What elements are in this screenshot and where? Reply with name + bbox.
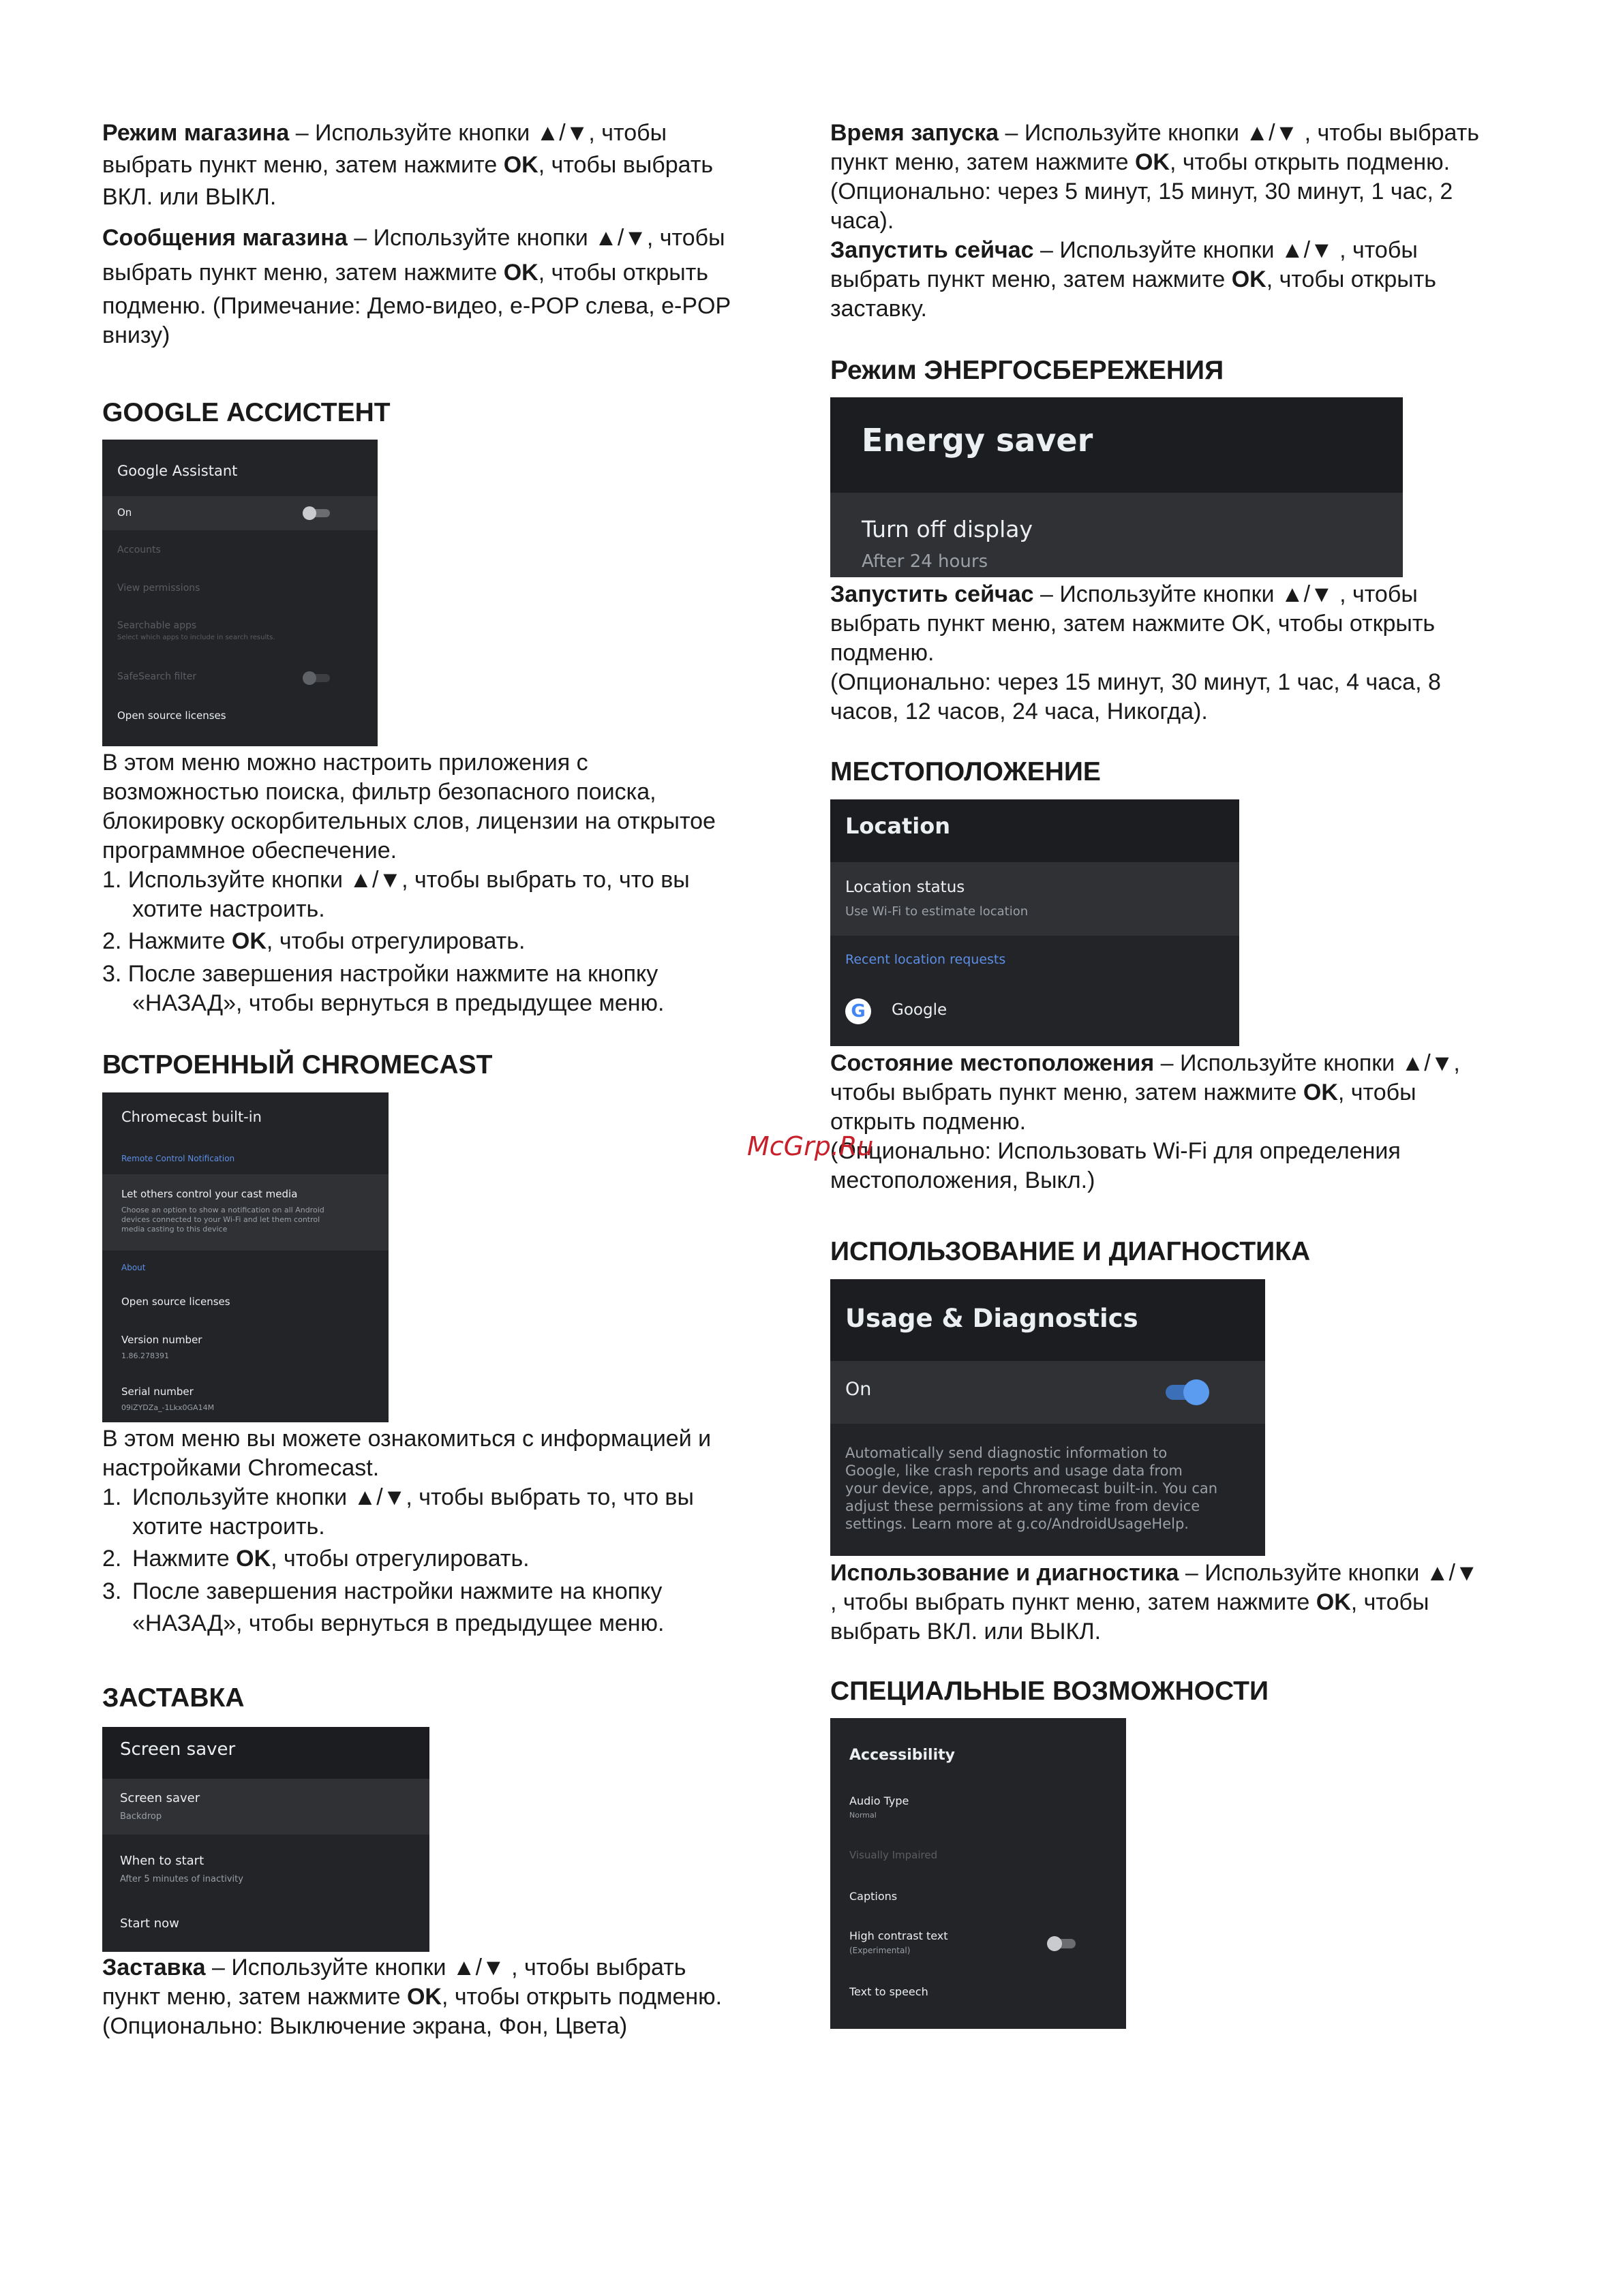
text: пункт меню, затем нажмите — [830, 149, 1135, 175]
section-heading-screensaver: ЗАСТАВКА — [102, 1683, 245, 1713]
screen-title: Energy saver — [862, 422, 1093, 459]
text: выбрать пункт меню, затем нажмите OK, чтобы открыть — [830, 611, 1436, 637]
text: выбрать пункт меню, затем нажмите — [102, 152, 504, 178]
menu-item: Start now — [120, 1916, 179, 1931]
launch-time-title: Время запуска — [830, 120, 999, 146]
text: подменю. — [830, 640, 935, 666]
accessibility-screenshot — [830, 1718, 1126, 2029]
usage-diagnostics-description — [830, 1559, 1539, 1647]
text: – Используйте кнопки ▲/▼ , чтобы выбрать — [999, 120, 1480, 146]
menu-item: Open source licenses — [121, 1296, 230, 1308]
screen-title: Chromecast built-in — [121, 1109, 262, 1125]
text: – Используйте кнопки ▲/▼, — [1154, 1050, 1460, 1076]
screen-title: Location — [845, 813, 950, 839]
section-heading-chromecast: ВСТРОЕННЫЙ CHROMECAST — [102, 1050, 493, 1080]
ok-key: OK — [1134, 149, 1170, 175]
menu-item: Screen saver — [120, 1791, 200, 1805]
step-text: , чтобы отрегулировать. — [271, 1546, 530, 1572]
text: ВКЛ. или ВЫКЛ. — [102, 184, 277, 210]
step-number: 3. — [102, 1578, 122, 1604]
start-now-title: Запустить сейчас — [830, 581, 1034, 607]
menu-item: Accounts — [117, 545, 161, 555]
ok-key: OK — [1316, 1589, 1351, 1615]
menu-item: Google — [892, 1001, 947, 1019]
text: – Используйте кнопки ▲/▼ , чтобы — [1033, 581, 1418, 607]
text: выбрать пункт меню, затем нажмите — [830, 266, 1232, 292]
menu-item: High contrast text — [849, 1929, 948, 1942]
text: , чтобы — [1350, 1589, 1429, 1615]
on-label: On — [845, 1379, 872, 1400]
text: часов, 12 часов, 24 часа, Никогда). — [830, 699, 1208, 724]
toggle-switch — [304, 509, 330, 517]
step-text: 2. Нажмите — [102, 928, 232, 954]
menu-item: SafeSearch filter — [117, 671, 197, 682]
step-text: Нажмите — [132, 1546, 237, 1572]
text: , чтобы открыть — [1266, 266, 1437, 292]
section-heading-google-assistant: GOOGLE АССИСТЕНТ — [102, 398, 391, 427]
toggle-switch — [304, 674, 330, 682]
screensaver-title: Заставка — [102, 1955, 206, 1980]
ok-key: OK — [236, 1546, 271, 1572]
text: блокировку оскорбительных слов, лицензии на открытое — [102, 808, 716, 834]
section-label: About — [121, 1263, 146, 1272]
text: пункт меню, затем нажмите — [102, 1984, 407, 2010]
screen-title: Screen saver — [120, 1739, 236, 1760]
store-messages-paragraph — [102, 224, 791, 350]
store-mode-title: Режим магазина — [102, 120, 290, 146]
menu-item: Location status — [845, 878, 965, 896]
step-text: 1. Используйте кнопки ▲/▼, чтобы выбрать то, что вы — [102, 867, 690, 893]
menu-item-sub: (Experimental) — [849, 1946, 911, 1955]
ok-key: OK — [1303, 1080, 1338, 1105]
text: , чтобы — [1337, 1080, 1416, 1105]
section-heading-accessibility: СПЕЦИАЛЬНЫЕ ВОЗМОЖНОСТИ — [830, 1677, 1269, 1706]
menu-item-sub: Select which apps to include in search results. — [117, 634, 275, 641]
ok-key: OK — [503, 260, 539, 286]
text: , чтобы открыть — [538, 260, 709, 286]
text: , чтобы открыть подменю. — [441, 1984, 723, 2010]
energy-saver-screenshot — [830, 397, 1403, 577]
highlight-row — [830, 862, 1239, 936]
text: заставку. — [830, 296, 927, 322]
watermark: McGrp.Ru — [747, 1131, 874, 1161]
text: выбрать ВКЛ. или ВЫКЛ. — [830, 1619, 1102, 1644]
step-text: хотите настроить. — [132, 896, 325, 922]
ok-key: OK — [503, 152, 539, 178]
screensaver-screenshot — [102, 1727, 429, 1952]
text: подменю. (Примечание: Демо-видео, е-POP слева, е-POP — [102, 293, 731, 319]
store-messages-title: Сообщения магазина — [102, 225, 348, 251]
text: – Используйте кнопки ▲/▼, чтобы — [347, 225, 725, 251]
text: (Опционально: через 5 минут, 15 минут, 30 минут, 1 час, 2 — [830, 179, 1453, 204]
text: местоположения, Выкл.) — [830, 1167, 1095, 1193]
start-now-paragraph — [830, 236, 1539, 324]
screen-title: Usage & Diagnostics — [845, 1304, 1138, 1333]
text: возможностью поиска, фильтр безопасного поиска, — [102, 779, 656, 805]
text: – Используйте кнопки ▲/▼ — [1179, 1560, 1478, 1586]
menu-item: Captions — [849, 1890, 898, 1903]
menu-item: Searchable apps — [117, 620, 197, 631]
step-text: 3. После завершения настройки нажмите на кнопку — [102, 961, 658, 987]
text: выбрать пункт меню, затем нажмите — [102, 260, 504, 286]
text: , чтобы открыть подменю. — [1169, 149, 1451, 175]
description-line: settings. Learn more at g.co/AndroidUsageHelp. — [845, 1516, 1189, 1532]
menu-item: Audio Type — [849, 1794, 909, 1807]
usage-diagnostics-title: Использование и диагностика — [830, 1560, 1179, 1586]
usage-diagnostics-screenshot — [830, 1279, 1265, 1556]
chromecast-description — [102, 1424, 791, 1638]
location-screenshot — [830, 799, 1239, 1046]
menu-item: View permissions — [117, 583, 200, 594]
text: В этом меню вы можете ознакомиться с информацией и — [102, 1426, 712, 1452]
ok-key: OK — [1231, 266, 1266, 292]
text: , чтобы выбрать пункт меню, затем нажмите — [830, 1589, 1316, 1615]
text: В этом меню можно настроить приложения с — [102, 750, 588, 776]
menu-item-sub: After 24 hours — [862, 551, 988, 572]
menu-item: Open source licenses — [117, 709, 226, 722]
screen-title: Google Assistant — [117, 463, 238, 479]
step-text: хотите настроить. — [132, 1514, 325, 1540]
text: (Опционально: Использовать Wi-Fi для определения — [830, 1138, 1401, 1164]
text: внизу) — [102, 322, 170, 348]
menu-item: Version number — [121, 1334, 202, 1346]
section-heading-usage-diagnostics: ИСПОЛЬЗОВАНИЕ И ДИАГНОСТИКА — [830, 1237, 1311, 1266]
toggle-switch-on — [1166, 1385, 1207, 1400]
text: , чтобы выбрать — [538, 152, 714, 178]
menu-item-sub: devices connected to your Wi-Fi and let them control — [121, 1215, 320, 1224]
text: – Используйте кнопки ▲/▼, чтобы — [289, 120, 667, 146]
menu-item-sub: Backdrop — [120, 1811, 162, 1822]
start-now-title: Запустить сейчас — [830, 237, 1034, 263]
text: программное обеспечение. — [102, 838, 397, 863]
screen-title: Accessibility — [849, 1747, 955, 1764]
menu-item: When to start — [120, 1854, 204, 1868]
chromecast-screenshot — [102, 1092, 389, 1422]
step-text: , чтобы отрегулировать. — [266, 928, 526, 954]
menu-item-sub: media casting to this device — [121, 1225, 228, 1234]
menu-item-sub: Choose an option to show a notification on all Android — [121, 1206, 324, 1214]
step-text: После завершения настройки нажмите на кнопку — [132, 1578, 663, 1604]
menu-item: Let others control your cast media — [121, 1188, 298, 1200]
text: настройками Chromecast. — [102, 1455, 380, 1481]
section-label: Recent location requests — [845, 952, 1006, 967]
google-icon: G — [845, 998, 871, 1024]
energy-saver-description — [830, 580, 1539, 726]
text: часа). — [830, 208, 894, 234]
menu-item-sub: Use Wi-Fi to estimate location — [845, 904, 1029, 919]
highlight-row — [102, 1779, 429, 1835]
ok-key: OK — [231, 928, 267, 954]
menu-item-disabled: Visually Impaired — [849, 1849, 938, 1861]
description-line: adjust these permissions at any time from device — [845, 1498, 1200, 1514]
location-description — [830, 1049, 1539, 1195]
section-heading-location: МЕСТОПОЛОЖЕНИЕ — [830, 757, 1101, 786]
text: – Используйте кнопки ▲/▼ , чтобы выбрать — [205, 1955, 686, 1980]
on-label: On — [117, 506, 132, 519]
launch-time-paragraph — [830, 119, 1539, 236]
description-line: Google, like crash reports and usage data from — [845, 1463, 1183, 1479]
google-assistant-description — [102, 748, 791, 1018]
menu-item-sub: Normal — [849, 1811, 877, 1820]
menu-item: Text to speech — [849, 1985, 928, 1998]
location-status-title: Состояние местоположения — [830, 1050, 1155, 1076]
menu-item-sub: 1.86.278391 — [121, 1351, 169, 1360]
section-heading-energy-saver: Режим ЭНЕРГОСБЕРЕЖЕНИЯ — [830, 356, 1224, 385]
section-label: Remote Control Notification — [121, 1154, 235, 1163]
text: – Используйте кнопки ▲/▼ , чтобы — [1033, 237, 1418, 263]
step-number: 1. — [102, 1484, 122, 1510]
menu-item: Turn off display — [862, 516, 1033, 542]
text: открыть подменю. — [830, 1109, 1027, 1135]
screensaver-description — [102, 1953, 791, 2041]
description-line: your device, apps, and Chromecast built-in. You can — [845, 1480, 1218, 1497]
menu-item-sub: 09iZYDZa_-1Lkx0GA14M — [121, 1403, 215, 1412]
step-text: «НАЗАД», чтобы вернуться в предыдущее меню. — [132, 1610, 665, 1636]
text: (Опционально: через 15 минут, 30 минут, 1 час, 4 часа, 8 — [830, 669, 1441, 695]
highlight-row — [102, 496, 378, 530]
store-mode-paragraph — [102, 119, 791, 212]
description-line: Automatically send diagnostic information to — [845, 1445, 1168, 1461]
text: чтобы выбрать пункт меню, затем нажмите — [830, 1080, 1303, 1105]
step-text: Используйте кнопки ▲/▼, чтобы выбрать то, что вы — [132, 1484, 694, 1510]
step-text: «НАЗАД», чтобы вернуться в предыдущее меню. — [132, 990, 665, 1016]
menu-item: Serial number — [121, 1386, 194, 1398]
menu-item-sub: After 5 minutes of inactivity — [120, 1874, 243, 1884]
ok-key: OK — [406, 1984, 442, 2010]
toggle-switch — [1048, 1939, 1076, 1948]
text: (Опционально: Выключение экрана, Фон, Цвета) — [102, 2013, 628, 2039]
google-assistant-screenshot — [102, 440, 378, 746]
step-number: 2. — [102, 1546, 122, 1572]
